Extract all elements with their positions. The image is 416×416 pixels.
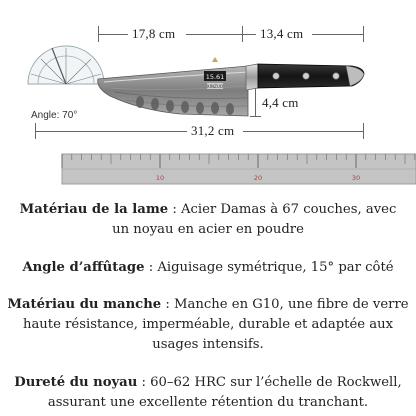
ruler-label-30: 30 (351, 174, 361, 182)
blade-length-label: 17,8 cm (132, 26, 176, 41)
knife-handle (258, 64, 364, 88)
spec-label: Angle d’affûtage (22, 260, 145, 275)
spec-text: Aiguisage symétrique, 15° par côté (157, 260, 394, 275)
spec-text: 60–62 HRC sur l’échelle de Rockwell, assurant une excellente rétention du tranchant. (47, 375, 402, 410)
spec-label: Matériau de la lame (19, 202, 169, 217)
blade-height-label: 4,4 cm (262, 95, 299, 110)
total-length-label: 31,2 cm (191, 123, 235, 138)
spec-label: Matériau du manche (7, 297, 162, 312)
knife-crest-icon (212, 57, 218, 62)
ruler-label-10: 10 (155, 174, 165, 182)
spec-handle-material (0, 295, 416, 355)
knife-bolster (246, 64, 258, 90)
spec-separator: : (161, 297, 175, 312)
ruler-label-20: 20 (253, 174, 263, 182)
knife-logo-text: XINZUO (206, 84, 224, 89)
spec-separator: : (168, 202, 181, 217)
ruler (0, 152, 416, 186)
knife-badge-text: 15.61 (205, 73, 225, 81)
spec-separator: : (144, 260, 158, 275)
protractor (28, 46, 104, 84)
spec-sharpening-angle (0, 258, 416, 278)
handle-length-label: 13,4 cm (260, 26, 304, 41)
spec-core-hardness (0, 373, 416, 413)
spec-text: Acier Damas à 67 couches, avec un noyau en acier en poudre (112, 202, 397, 237)
angle-label: Angle: 70° (31, 110, 78, 121)
spec-blade-material (0, 200, 416, 240)
spec-label: Dureté du noyau (14, 375, 138, 390)
spec-separator: : (137, 375, 151, 390)
spec-text: Manche en G10, une fibre de verre haute résistance, imperméable, durable et adaptée aux usages intensifs. (22, 297, 409, 352)
